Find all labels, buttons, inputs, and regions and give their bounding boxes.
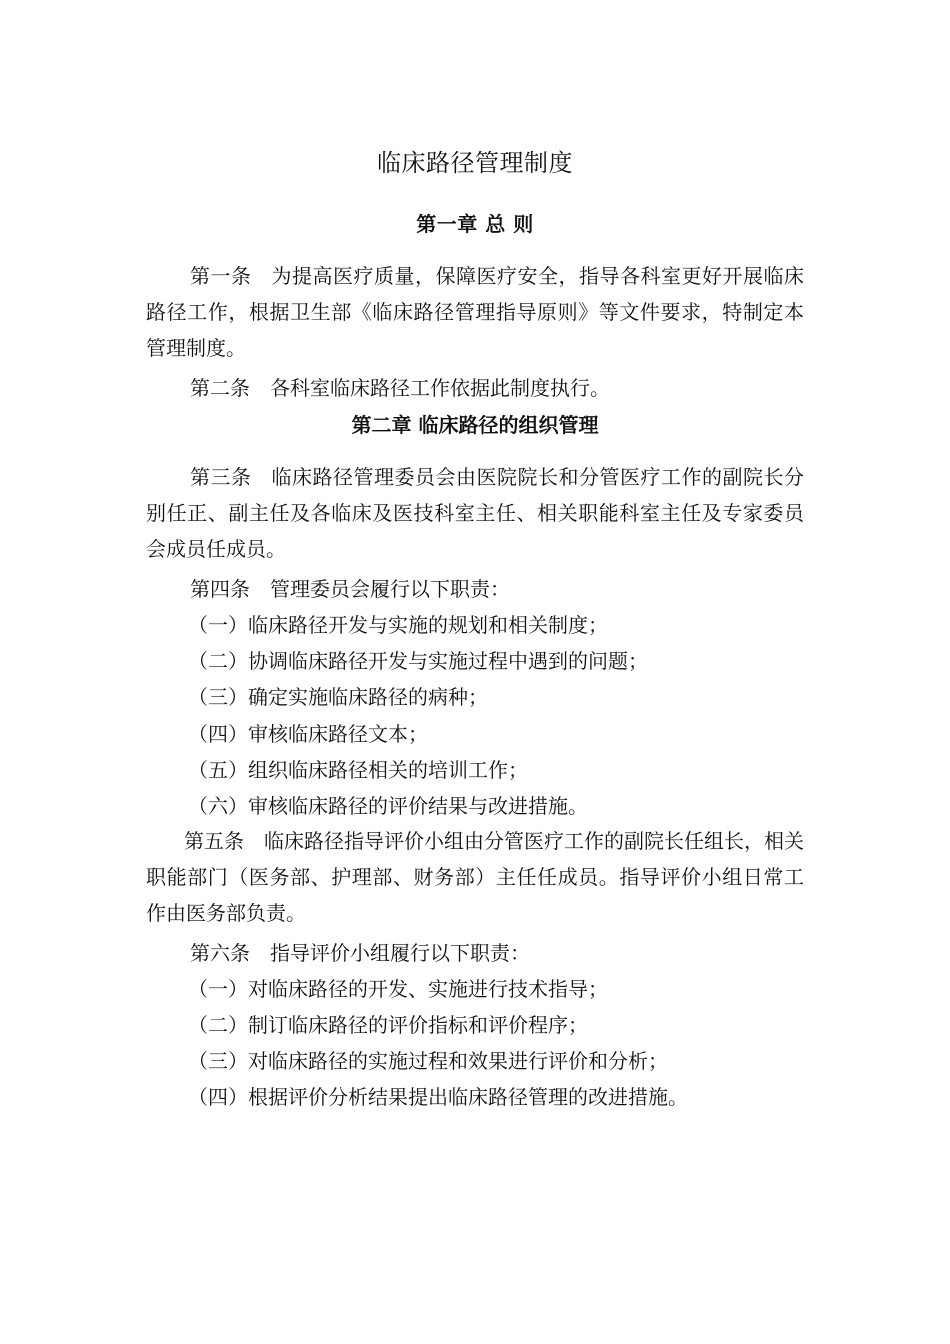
article-4-item-5: （五）组织临床路径相关的培训工作； [188,758,528,782]
article-6-item-3: （三）对临床路径的实施过程和效果进行评价和分析； [188,1049,668,1073]
article-6-text: 指导评价小组履行以下职责： [270,941,530,965]
article-3-text: 临床路径管理委员会由医院院长和分管医疗工作的副院长分别任正、副主任及各临床及医技科室主任、相关职能科室主任及专家委员会成员任成员。 [146,465,804,561]
article-6-label: 第六条 [190,941,250,965]
article-3-label: 第三条 [190,465,252,489]
article-3 [146,459,804,567]
article-2-label: 第二条 [190,376,250,400]
article-6-item-1: （一）对临床路径的开发、实施进行技术指导； [188,977,608,1001]
article-6 [146,935,804,971]
article-4-item-6: （六）审核临床路径的评价结果与改进措施。 [188,794,588,818]
article-6-item-4: （四）根据评价分析结果提出临床路径管理的改进措施。 [188,1085,688,1109]
article-1-text: 为提高医疗质量，保障医疗安全，指导各科室更好开展临床路径工作，根据卫生部《临床路径管理指导原则》等文件要求，特制定本管理制度。 [146,264,804,360]
document-title: 临床路径管理制度 [377,149,573,177]
article-2 [146,370,804,406]
article-5-label: 第五条 [184,829,244,853]
chapter-1-heading: 第一章 总 则 [416,212,534,236]
article-4-text: 管理委员会履行以下职责： [270,577,510,601]
article-1 [146,258,804,366]
article-2-text: 各科室临床路径工作依据此制度执行。 [270,376,610,400]
article-6-item-2: （二）制订临床路径的评价指标和评价程序； [188,1013,588,1037]
article-1-label: 第一条 [190,264,252,288]
article-4-item-2: （二）协调临床路径开发与实施过程中遇到的问题； [188,649,648,673]
article-4-label: 第四条 [190,577,250,601]
article-4-item-1: （一）临床路径开发与实施的规划和相关制度； [188,613,608,637]
article-5 [146,823,804,931]
article-4-item-3: （三）确定实施临床路径的病种； [188,685,488,709]
article-4-item-4: （四）审核临床路径文本； [188,722,428,746]
article-4 [146,571,804,607]
article-5-text: 临床路径指导评价小组由分管医疗工作的副院长任组长，相关职能部门（医务部、护理部、财务部）主任任成员。指导评价小组日常工作由医务部负责。 [146,829,804,925]
chapter-2-heading: 第二章 临床路径的组织管理 [351,413,599,437]
